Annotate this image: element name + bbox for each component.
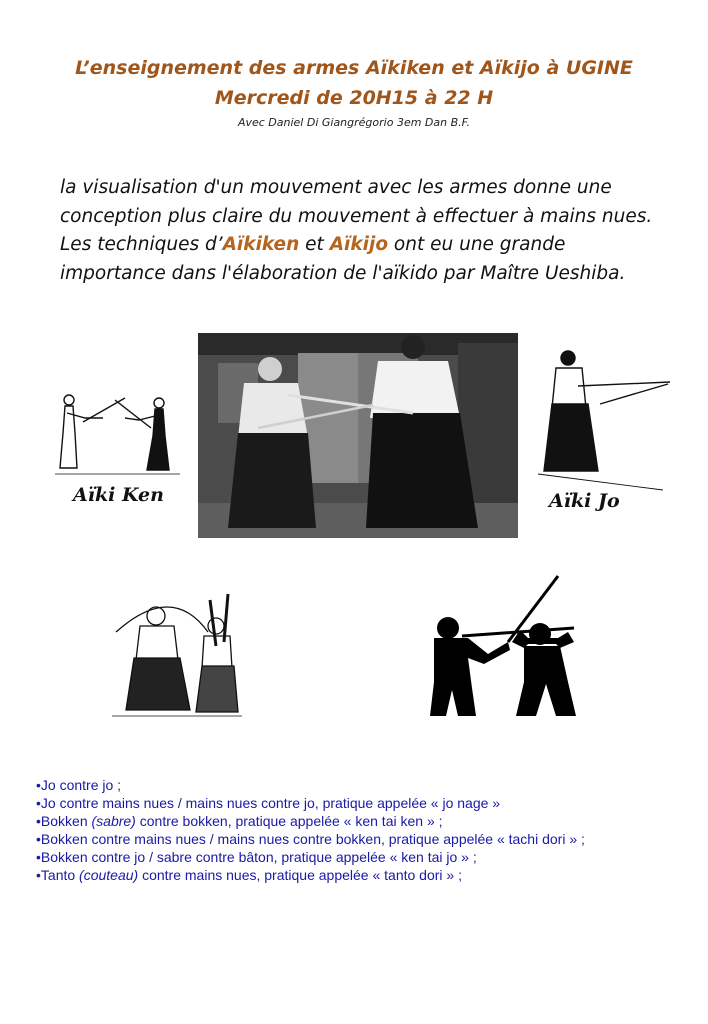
intro-text: ont eu une grande <box>388 234 566 255</box>
schedule-title: Mercredi de 20H15 à 22 H <box>214 87 494 109</box>
list-item <box>36 866 696 884</box>
list-item <box>36 794 696 812</box>
instructor-line: Avec Daniel Di Giangrégorio 3em Dan B.F. <box>237 116 471 129</box>
intro-line <box>60 231 680 260</box>
list-item <box>36 776 696 794</box>
ueshiba-training-photo <box>198 333 518 538</box>
list-text: Bokken contre jo / sabre contre bâton, pratique appelée « ken tai jo » ; <box>40 849 477 865</box>
list-item <box>36 848 696 866</box>
intro-paragraph <box>60 174 680 288</box>
tachi-dori-sketch-image <box>112 592 242 722</box>
aiki-ken-caption: Aïki Ken <box>73 484 164 506</box>
list-text: Jo contre jo ; <box>40 777 122 793</box>
intro-text: et <box>299 234 330 255</box>
list-text: Bokken contre mains nues / mains nues contre bokken, pratique appelée « tachi dori » ; <box>40 831 585 847</box>
aikiken-highlight: Aïkiken <box>222 234 300 255</box>
intro-line: importance dans l'élaboration de l'aïkido par Maître Ueshiba. <box>60 262 626 284</box>
list-bullet: • <box>36 849 41 865</box>
aikiken-sketch-image <box>55 388 180 480</box>
intro-line: la visualisation d'un mouvement avec les armes donne une <box>60 177 612 198</box>
list-text: contre bokken, pratique appelée « ken tai ken » ; <box>135 813 443 829</box>
list-item <box>36 812 696 830</box>
aikijo-highlight: Aïkijo <box>329 234 389 255</box>
flyer-title: L’enseignement des armes Aïkiken et Aïkijo à UGINE <box>75 57 633 79</box>
list-bullet: • <box>36 795 41 811</box>
silhouette-duel-image <box>428 572 593 718</box>
list-bullet: • <box>36 813 41 829</box>
list-bullet: • <box>36 777 41 793</box>
list-item <box>36 830 696 848</box>
aiki-jo-caption: Aïki Jo <box>549 490 620 512</box>
weapon-practice-list <box>36 776 696 884</box>
list-bullet: • <box>36 867 41 883</box>
list-bullet: • <box>36 831 41 847</box>
list-text: Tanto <box>40 867 80 883</box>
intro-line: conception plus claire du mouvement à effectuer à mains nues. <box>60 205 653 227</box>
list-text: contre mains nues, pratique appelée « tanto dori » ; <box>138 867 462 883</box>
list-emphasis: (couteau) <box>79 867 139 883</box>
list-emphasis: (sabre) <box>91 813 136 829</box>
intro-text: Les techniques d’ <box>60 234 223 255</box>
aikijo-sketch-image <box>538 346 678 492</box>
list-text: Bokken <box>40 813 92 829</box>
list-text: Jo contre mains nues / mains nues contre jo, pratique appelée « jo nage » <box>40 795 501 811</box>
